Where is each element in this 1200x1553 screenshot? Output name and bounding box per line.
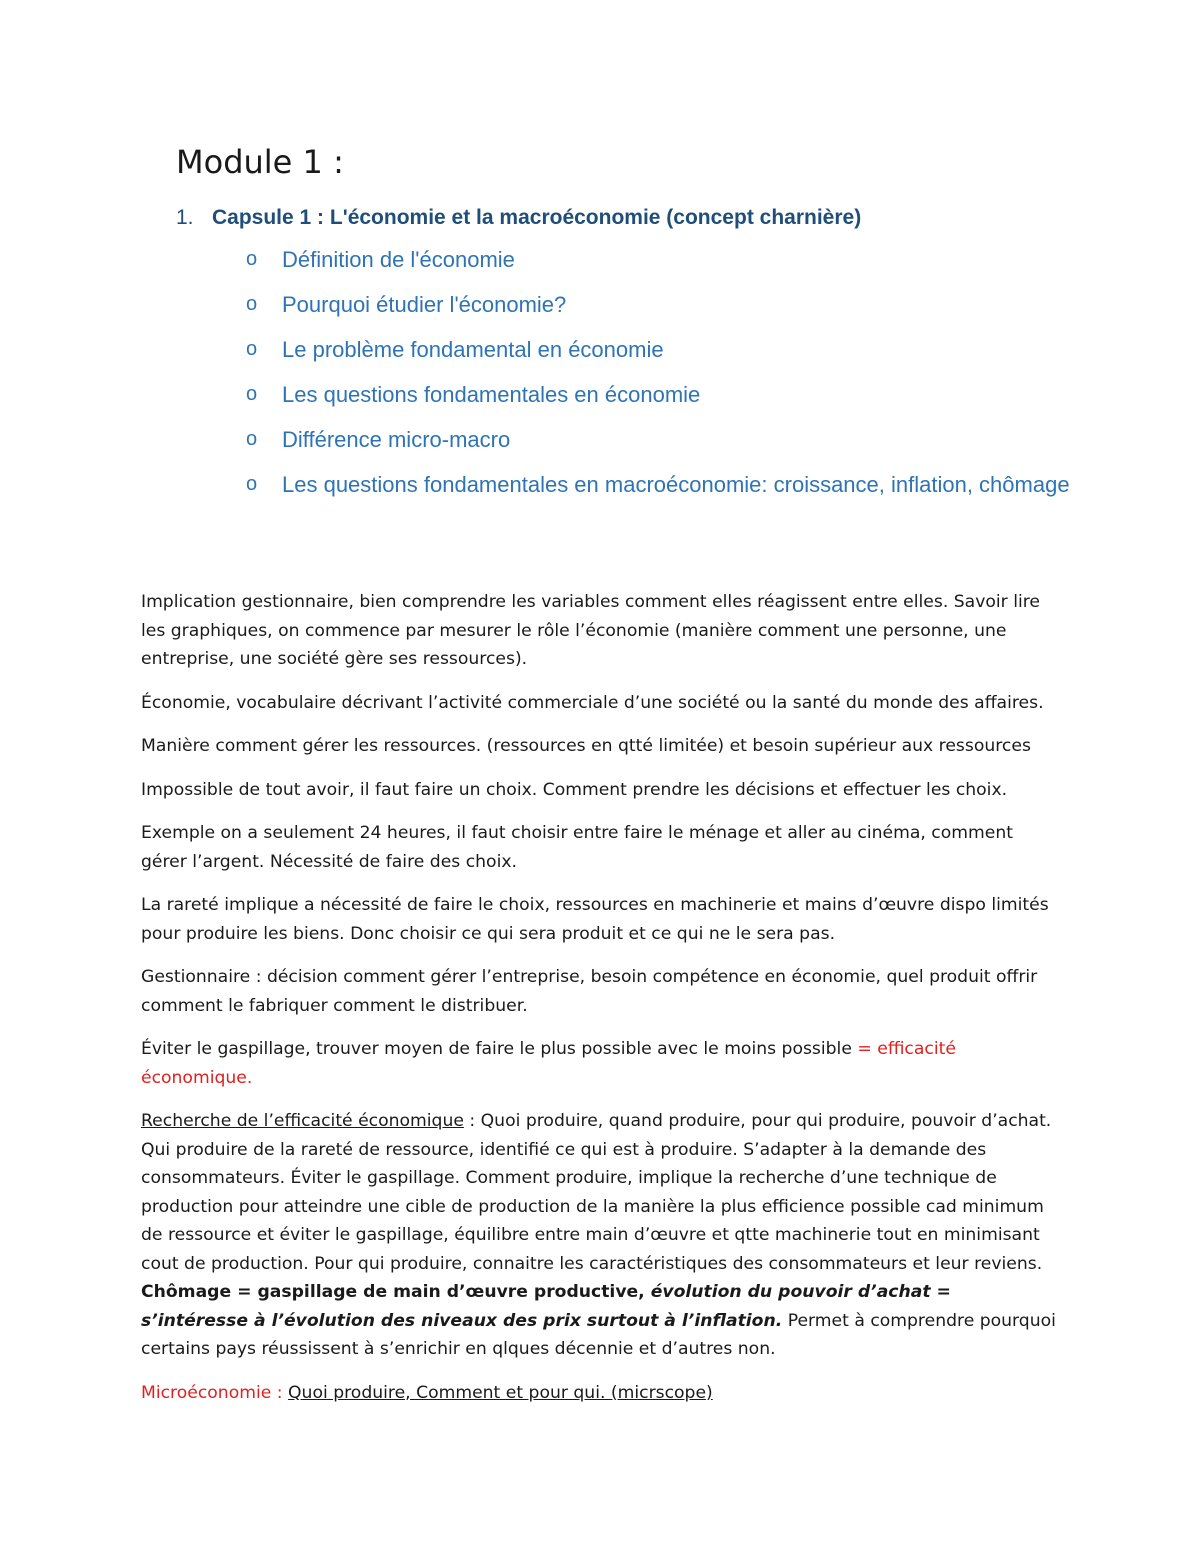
chomage-bold: Chômage = gaspillage de main d’œuvre productive, <box>141 1282 645 1302</box>
notes-body <box>141 588 1061 1422</box>
list-item-label: Le problème fondamental en économie <box>282 337 664 362</box>
efficacite-highlight: = efficacité économique. <box>141 1039 956 1088</box>
capsule-title: Capsule 1 : L'économie et la macroéconomie (concept charnière) <box>212 206 862 229</box>
list-item <box>244 244 1074 275</box>
list-item-label: Les questions fondamentales en macroéconomie: croissance, inflation, chômage <box>282 472 1070 497</box>
recherche-heading: Recherche de l’efficacité économique <box>141 1111 464 1131</box>
paragraph-microeconomie <box>141 1379 1061 1408</box>
list-item-label: Pourquoi étudier l'économie? <box>282 292 567 317</box>
capsule-topic-list <box>244 244 1074 514</box>
module-title: Module 1 : <box>176 143 344 181</box>
circle-bullet-icon: o <box>246 248 258 270</box>
paragraph-exemple: Exemple on a seulement 24 heures, il faut choisir entre faire le ménage et aller au cinéma, comment gérer l’argent. Nécessité de faire des choix. <box>141 823 1013 872</box>
list-item <box>244 334 1074 365</box>
circle-bullet-icon: o <box>246 338 258 360</box>
list-item <box>244 469 1074 500</box>
recherche-colon: : <box>463 1111 481 1131</box>
paragraph-rarete: La rareté implique a nécessité de faire le choix, ressources en machinerie et mains d’œuvre dispo limités pour produire les biens. Donc choisir ce qui sera produit et ce qui ne le sera pas. <box>141 895 1049 944</box>
paragraph-implication: Implication gestionnaire, bien comprendre les variables comment elles réagissent entre elles. Savoir lire les graphiques, on commence par mesurer le rôle l’économie (manière comment une personne, une entreprise, une société gère ses ressources). <box>141 592 1041 669</box>
circle-bullet-icon: o <box>246 293 258 315</box>
capsule-number: 1. <box>176 206 194 229</box>
recherche-text-end: Permet à comprendre pourquoi certains pays réussissent à s’enrichir en qlques décennie et d’autres non. <box>141 1310 1056 1359</box>
list-item <box>244 379 1074 410</box>
capsule-heading <box>176 202 1076 234</box>
microeconomie-definition: Quoi produire, Comment et pour qui. (micrscope) <box>288 1382 713 1403</box>
recherche-text: Quoi produire, quand produire, pour qui produire, pouvoir d’achat. Qui produire de la rareté de ressource, identifié ce qui est à produire. S’adapter à la demande des consommateurs. Éviter le gaspillage. Comment produire, implique la recherche d’une technique de production pour atteindre une cible de production de la manière la plus efficience possible cad minimum de ressource et éviter le gaspillage, équilibre entre main d’œuvre et qtte machinerie tout en minimisant cout de production. Pour qui produire, connaitre les caractéristiques des consommateurs et leur reviens. <box>141 1111 1052 1274</box>
list-item-label: Différence micro-macro <box>282 427 511 452</box>
list-item-label: Définition de l'économie <box>282 247 515 272</box>
circle-bullet-icon: o <box>246 428 258 450</box>
gaspillage-text: Éviter le gaspillage, trouver moyen de faire le plus possible avec le moins possible <box>141 1039 858 1059</box>
circle-bullet-icon: o <box>246 473 258 495</box>
paragraph-gestionnaire: Gestionnaire : décision comment gérer l’entreprise, besoin compétence en économie, quel produit offrir comment le fabriquer comment le distribuer. <box>141 967 1038 1016</box>
list-item <box>244 424 1074 455</box>
list-item-label: Les questions fondamentales en économie <box>282 382 701 407</box>
microeconomie-label: Microéconomie : <box>141 1382 289 1403</box>
paragraph-economie-definition: Économie, vocabulaire décrivant l’activité commerciale d’une société ou la santé du monde des affaires. <box>141 692 1044 713</box>
paragraph-recherche-efficacite <box>141 1107 1061 1364</box>
paragraph-choix: Impossible de tout avoir, il faut faire un choix. Comment prendre les décisions et effectuer les choix. <box>141 779 1008 800</box>
paragraph-gaspillage <box>141 1035 1061 1092</box>
list-item <box>244 289 1074 320</box>
circle-bullet-icon: o <box>246 383 258 405</box>
pouvoir-achat-bold-italic: évolution du pouvoir d’achat = s’intéresse à l’évolution des niveaux des prix surtout à l’inflation. <box>141 1282 951 1331</box>
paragraph-ressources: Manière comment gérer les ressources. (ressources en qtté limitée) et besoin supérieur aux ressources <box>141 736 1031 756</box>
